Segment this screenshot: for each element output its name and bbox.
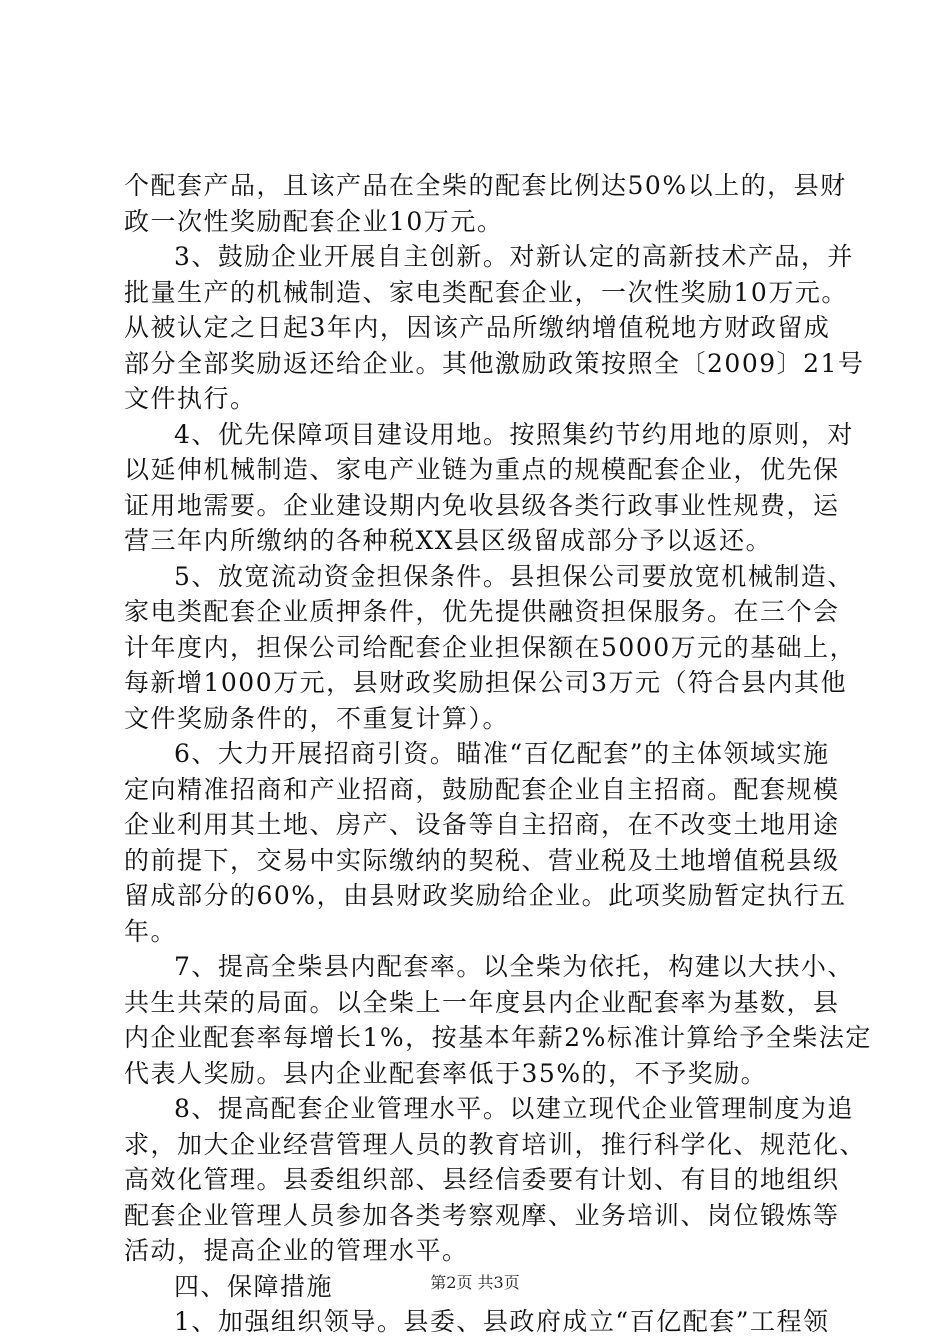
text-line: 批量生产的机械制造、家电类配套企业，一次性奖励10万元。 [124,277,848,307]
text-line: 年。 [124,916,178,946]
text-line: 以延伸机械制造、家电产业链为重点的规模配套企业，优先保 [124,455,840,484]
text-line: 部分全部奖励返还给企业。其他激励政策按照全〔2009〕21号 [124,348,865,378]
text-line: 文件执行。 [124,384,257,413]
text-line: 的前提下，交易中实际缴纳的契税、营业税及土地增值税县级 [124,845,840,875]
text-line: 文件奖励条件的，不重复计算）。 [124,703,510,733]
text-line: 每新增1000万元，县财政奖励担保公司3万元（符合县内其他 [124,668,848,697]
paragraph-start-line: 3、鼓励企业开展自主创新。对新认定的高新技术产品，并 [174,242,854,271]
text-line: 留成部分的60%，由县财政奖励给企业。此项奖励暂定执行五 [124,881,847,910]
text-line: 高效化管理。县委组织部、县经信委要有计划、有目的地组织 [124,1165,840,1194]
text-line: 定向精准招商和产业招商，鼓励配套企业自主招商。配套规模 [124,774,840,804]
text-line: 证用地需要。企业建设期内免收县级各类行政事业性规费，运 [124,490,840,520]
body-text [124,168,872,1340]
paragraph-start-line: 6、大力开展招商引资。瞄准“百亿配套”的主体领域实施 [174,739,830,768]
paragraph-start-line: 4、优先保障项目建设用地。按照集约节约用地的原则，对 [174,419,854,449]
text-line: 从被认定之日起3年内，因该产品所缴纳增值税地方财政留成 [124,313,831,342]
text-line: 活动，提高企业的管理水平。 [124,1236,469,1265]
paragraph-start-line: 1、加强组织领导。县委、县政府成立“百亿配套”工程领 [174,1307,830,1336]
text-line: 政一次性奖励配套企业10万元。 [124,206,504,236]
page-number-footer: 第2页 共3页 [430,1273,520,1292]
text-line: 营三年内所缴纳的各种税XX县区级留成部分予以返还。 [124,526,773,555]
text-line: 企业利用其土地、房产、设备等自主招商，在不改变土地用途 [124,810,840,839]
text-line: 代表人奖励。县内企业配套率低于35%的，不予奖励。 [124,1058,768,1088]
text-line: 个配套产品，且该产品在全柴的配套比例达50%以上的，县财 [124,171,847,200]
paragraph-start-line: 5、放宽流动资金担保条件。县担保公司要放宽机械制造、 [174,561,854,591]
text-line: 家电类配套企业质押条件，优先提供融资担保服务。在三个会 [124,597,840,626]
text-line: 内企业配套率每增长1%，按基本年薪2%标准计算给予全柴法定 [124,1023,872,1052]
paragraph-start-line: 8、提高配套企业管理水平。以建立现代企业管理制度为追 [174,1094,854,1123]
section-heading: 四、保障措施 [174,1271,334,1301]
text-line: 计年度内，担保公司给配套企业担保额在5000万元的基础上， [124,632,857,662]
text-line: 求，加大企业经营管理人员的教育培训，推行科学化、规范化、 [124,1129,867,1159]
paragraph-start-line: 7、提高全柴县内配套率。以全柴为依托，构建以大扶小、 [174,952,854,981]
text-line: 配套企业管理人员参加各类考察观摩、业务培训、岗位锻炼等 [124,1200,840,1230]
text-line: 共生共荣的局面。以全柴上一年度县内企业配套率为基数，县 [124,987,840,1017]
